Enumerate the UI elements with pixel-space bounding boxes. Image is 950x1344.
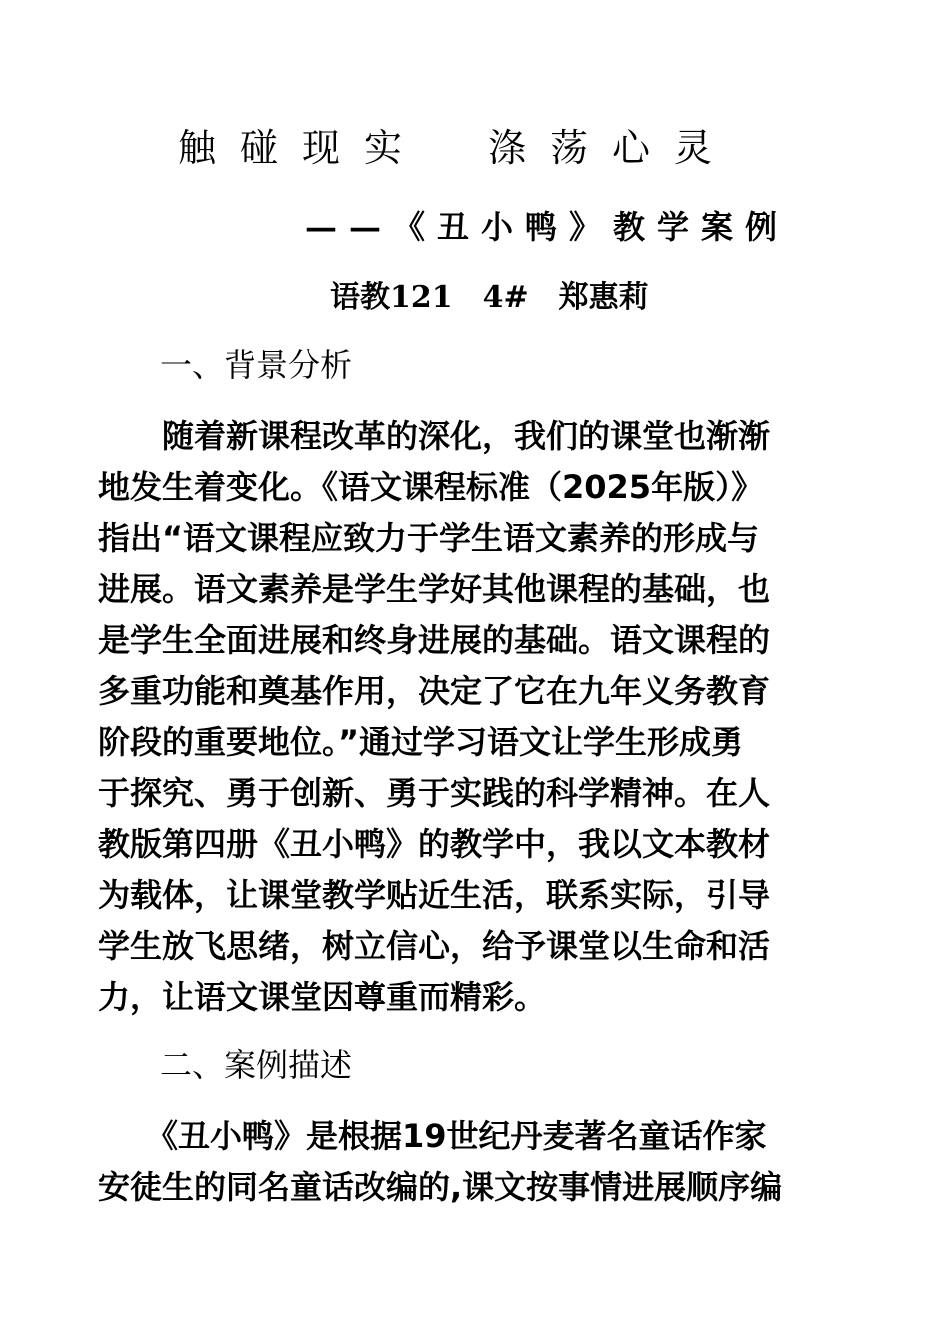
section-heading-case: 二、案例描述 [160,1046,353,1084]
paragraph-line: 地发生着变化。《语文课程标准（2025年版）》 [98,468,764,506]
author-line: 语教121 4# 郑惠莉 [330,280,649,315]
paragraph-line: 阶段的重要地位。”通过学习语文让学生形成勇 [98,723,744,761]
paragraph-line: 多重功能和奠基作用，决定了它在九年义务教育 [98,672,771,710]
document-subtitle: ——《丑小鸭》教学案例 [305,208,790,246]
document-title: 触碰现实 涤荡心灵 [178,126,737,170]
paragraph-line: 学生放飞思绪，树立信心，给予课堂以生命和活 [98,927,771,965]
paragraph-line: 指出“语文课程应致力于学生语文素养的形成与 [98,519,760,557]
paragraph-line: 《丑小鸭》是根据19世纪丹麦著名童话作家 [98,1117,767,1155]
paragraph-line: 随着新课程改革的深化，我们的课堂也渐渐 [98,417,771,455]
paragraph-line: 为载体，让课堂教学贴近生活，联系实际，引导 [98,876,771,914]
section-paragraph-background [98,411,788,1023]
section-heading-background: 一、背景分析 [160,346,353,384]
paragraph-line: 于探究、勇于创新、勇于实践的科学精神。在人 [98,774,771,812]
paragraph-line: 是学生全面进展和终身进展的基础。语文课程的 [98,621,771,659]
paragraph-line: 教版第四册《丑小鸭》的教学中，我以文本教材 [98,825,771,863]
paragraph-line: 安徒生的同名童话改编的,课文按事情进展顺序编 [98,1168,783,1206]
section-paragraph-case [98,1111,788,1213]
paragraph-line: 进展。语文素养是学生学好其他课程的基础，也 [98,570,771,608]
paragraph-line: 力，让语文课堂因尊重而精彩。 [98,978,547,1016]
